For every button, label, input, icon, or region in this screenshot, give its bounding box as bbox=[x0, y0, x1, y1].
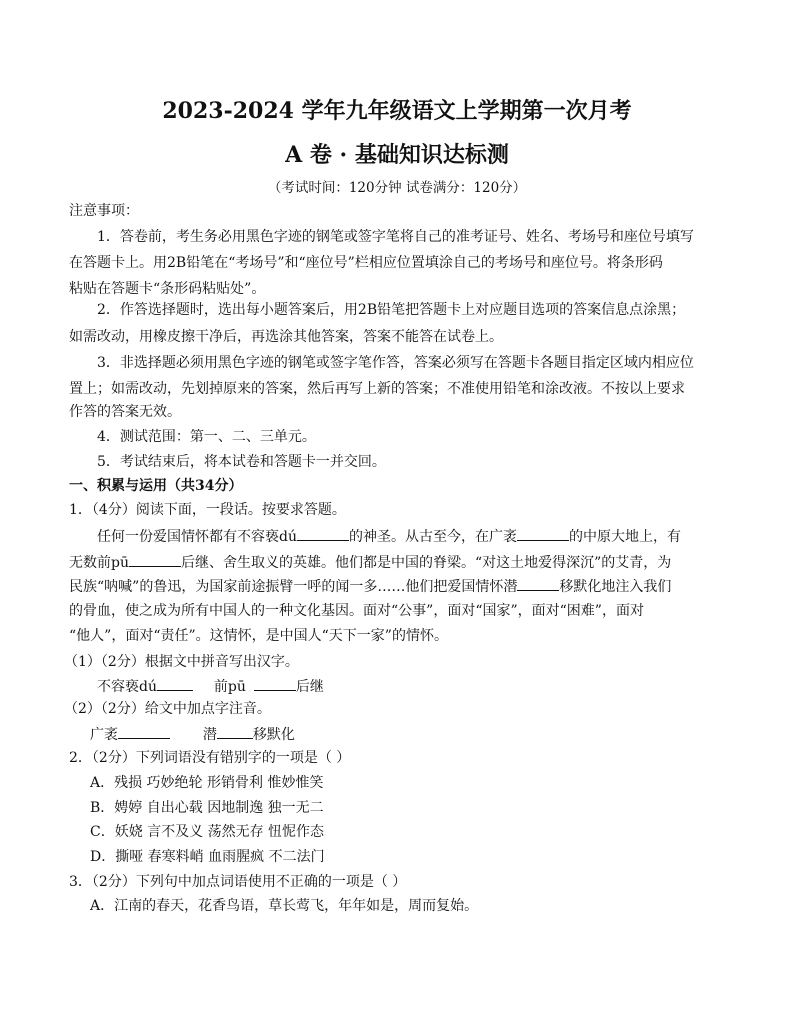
option-c[interactable]: C．妖娆 言不及义 荡然无存 忸怩作态 bbox=[90, 824, 325, 840]
answer-blank[interactable] bbox=[129, 552, 181, 567]
notes-line: 5．考试结束后，将本试卷和答题卡一并交回。 bbox=[97, 454, 386, 470]
question-2-stem: 2．（2分）下列词语没有错别字的一项是（ ） bbox=[69, 750, 351, 766]
option-a[interactable]: A．江南的春天，花香鸟语，草长莺飞，年年如是，周而复始。 bbox=[90, 898, 479, 914]
answer-blank[interactable] bbox=[517, 576, 559, 591]
answer-label: 潜 bbox=[202, 727, 217, 743]
passage-text: 移默化地注入我们 bbox=[559, 579, 672, 595]
answer-blank[interactable] bbox=[517, 526, 569, 541]
passage-line bbox=[97, 526, 681, 547]
notes-line: 作答的答案无效。 bbox=[69, 404, 181, 420]
notes-line: 粘贴在答题卡“条形码粘贴处”。 bbox=[69, 281, 266, 297]
section-heading: 一、积累与运用（共34分） bbox=[69, 478, 243, 494]
question-1-stem: 1．（4分）阅读下面，一段话。按要求答题。 bbox=[69, 502, 346, 518]
answer-label: 前pū bbox=[213, 679, 246, 695]
notes-line: 4．测试范围：第一、二、三单元。 bbox=[97, 429, 316, 445]
sub-1-answers bbox=[97, 676, 324, 697]
passage-line bbox=[69, 552, 671, 573]
notes-line: 1．答卷前，考生务必用黑色字迹的钢笔或签字笔将自己的准考证号、姓名、考场号和座位号填写 bbox=[97, 229, 694, 245]
passage-line bbox=[69, 576, 671, 597]
notes-line: 在答题卡上。用2B铅笔在“考场号”和“座位号”栏相应位置填涂自己的考场号和座位号。将条形码 bbox=[69, 255, 663, 271]
option-b[interactable]: B．娉婷 自出心载 因地制逸 独一无二 bbox=[90, 800, 324, 816]
exam-title: 2023-2024 学年九年级语文上学期第一次月考 bbox=[162, 98, 632, 124]
passage-text: 民族“呐喊”的鲁迅，为国家前途振臂一呼的闻一多……他们把爱国情怀潜 bbox=[69, 579, 518, 595]
answer-label: 后继 bbox=[295, 679, 324, 695]
passage-text: 任何一份爱国情怀都有不容亵dú bbox=[97, 529, 297, 545]
notes-line: 如需改动，用橡皮擦干净后，再选涂其他答案，答案不能答在试卷上。 bbox=[69, 329, 503, 345]
answer-blank[interactable] bbox=[118, 724, 170, 739]
sub-2-answers bbox=[90, 724, 295, 745]
notes-line: 3．非选择题必须用黑色字迹的钢笔或签字笔作答，答案必须写在答题卡各题目指定区域内相应位 bbox=[97, 355, 694, 371]
option-a[interactable]: A．残损 巧妙绝轮 形销骨利 惟妙惟笑 bbox=[90, 775, 324, 791]
question-1-sub-2: （2）（2分）给文中加点字注音。 bbox=[64, 701, 271, 717]
answer-label: 不容亵dú bbox=[97, 679, 157, 695]
answer-label: 移默化 bbox=[252, 727, 295, 743]
answer-label: 广袤 bbox=[90, 727, 118, 743]
answer-blank[interactable] bbox=[297, 526, 349, 541]
passage-text: 的神圣。从古至今，在广袤 bbox=[348, 529, 517, 545]
notes-line: 置上；如需改动，先划掉原来的答案，然后再写上新的答案；不准使用铅笔和涂改液。不按以上要求 bbox=[69, 381, 685, 397]
passage-text: 后继、舍生取义的英雄。他们都是中国的脊梁。“对这土地爱得深沉”的艾青，为 bbox=[180, 555, 672, 571]
exam-info: （考试时间：120分钟 试卷满分：120分） bbox=[267, 180, 527, 196]
passage-text: 无数前pū bbox=[69, 555, 129, 571]
notes-line: 2．作答选择题时，选出每小题答案后，用2B铅笔把答题卡上对应题目选项的答案信息点涂黑； bbox=[97, 302, 686, 318]
answer-blank[interactable] bbox=[254, 676, 296, 691]
question-1-sub-1: （1）（2分）根据文中拼音写出汉字。 bbox=[64, 654, 299, 670]
option-d[interactable]: D．撕哑 春寒料峭 血雨腥疯 不二法门 bbox=[90, 849, 325, 865]
passage-text: 的中原大地上，有 bbox=[568, 529, 681, 545]
question-3-stem: 3．（2分）下列句中加点词语使用不正确的一项是（ ） bbox=[69, 874, 407, 890]
answer-blank[interactable] bbox=[157, 676, 193, 691]
passage-line: 的骨血，使之成为所有中国人的一种文化基因。面对“公事”，面对“国家”，面对“困难”，面对 bbox=[69, 603, 644, 619]
answer-blank[interactable] bbox=[217, 724, 253, 739]
notes-heading: 注意事项： bbox=[69, 203, 139, 219]
exam-subtitle: A 卷 · 基础知识达标测 bbox=[285, 142, 509, 168]
passage-line: “他人”，面对“责任”。这情怀，是中国人“天下一家”的情怀。 bbox=[69, 628, 448, 644]
